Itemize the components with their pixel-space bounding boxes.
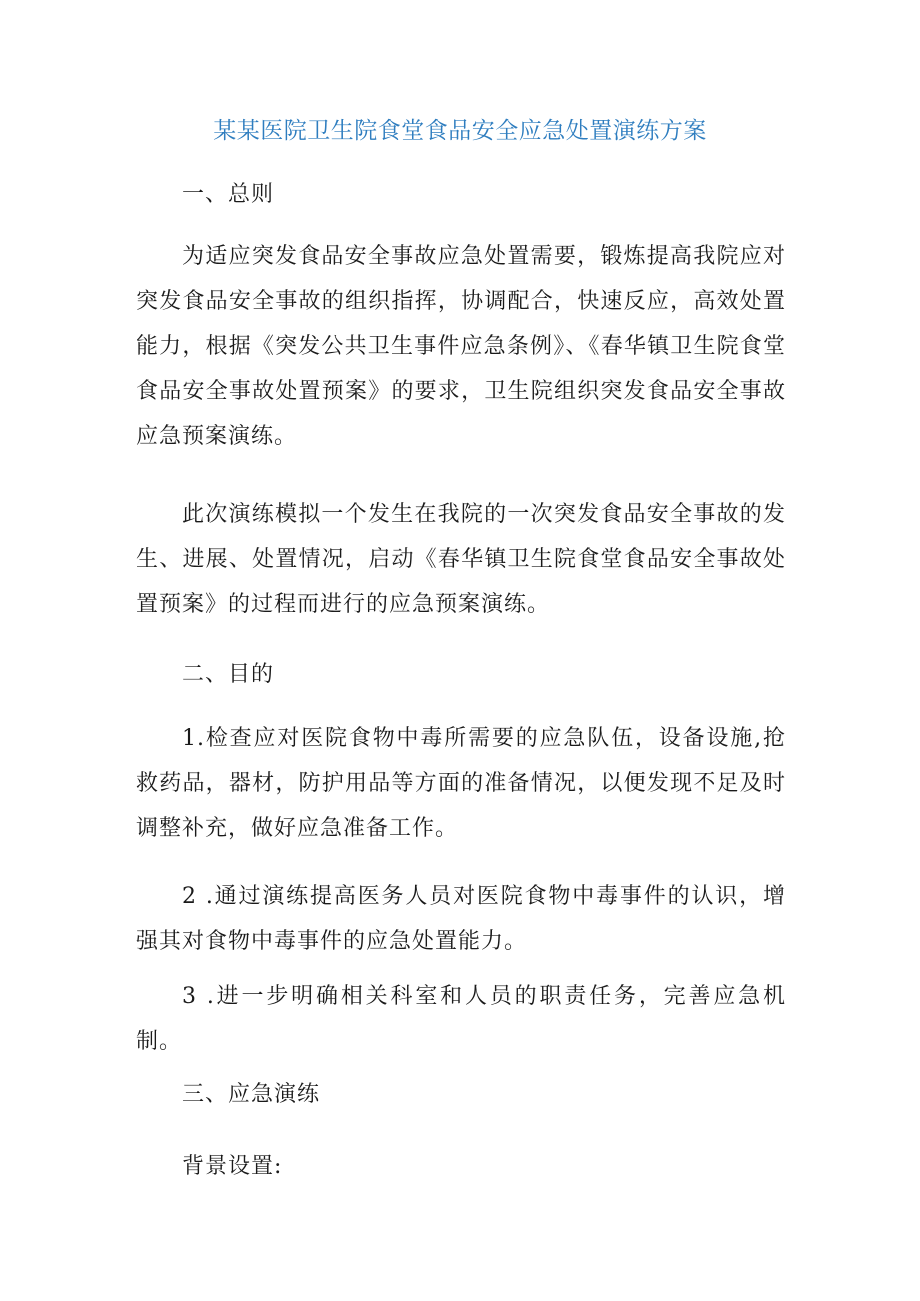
document-title: 某某医院卫生院食堂食品安全应急处置演练方案 — [213, 118, 707, 144]
purpose-item-1: 1.检查应对医院食物中毒所需要的应急队伍，设备设施,抢救药品，器材，防护用品等方面的准备情况，以便发现不足及时调整补充，做好应急准备工作。 — [136, 726, 786, 841]
general-paragraph-1: 为适应突发食品安全事故应急处置需要，锻炼提高我院应对突发食品安全事故的组织指挥，协调配合，快速反应，高效处置能力，根据《突发公共卫生事件应急条例》、《春华镇卫生院食堂食品安全事故处置预案》的要求，卫生院组织突发食品安全事故应急预案演练。 — [136, 244, 786, 449]
section-heading-general: 一、总则 — [182, 182, 275, 207]
purpose-item-3: 3 .进一步明确相关科室和人员的职责任务，完善应急机制。 — [136, 984, 786, 1054]
purpose-item-2: 2 .通过演练提高医务人员对医院食物中毒事件的认识，增强其对食物中毒事件的应急处置能力。 — [136, 884, 786, 954]
general-paragraph-2: 此次演练模拟一个发生在我院的一次突发食品安全事故的发生、进展、处置情况，启动《春华镇卫生院食堂食品安全事故处置预案》的过程而进行的应急预案演练。 — [136, 502, 786, 617]
background-setting-label: 背景设置: — [182, 1154, 283, 1179]
section-heading-purpose: 二、目的 — [182, 662, 275, 687]
section-heading-drill: 三、应急演练 — [182, 1082, 321, 1107]
